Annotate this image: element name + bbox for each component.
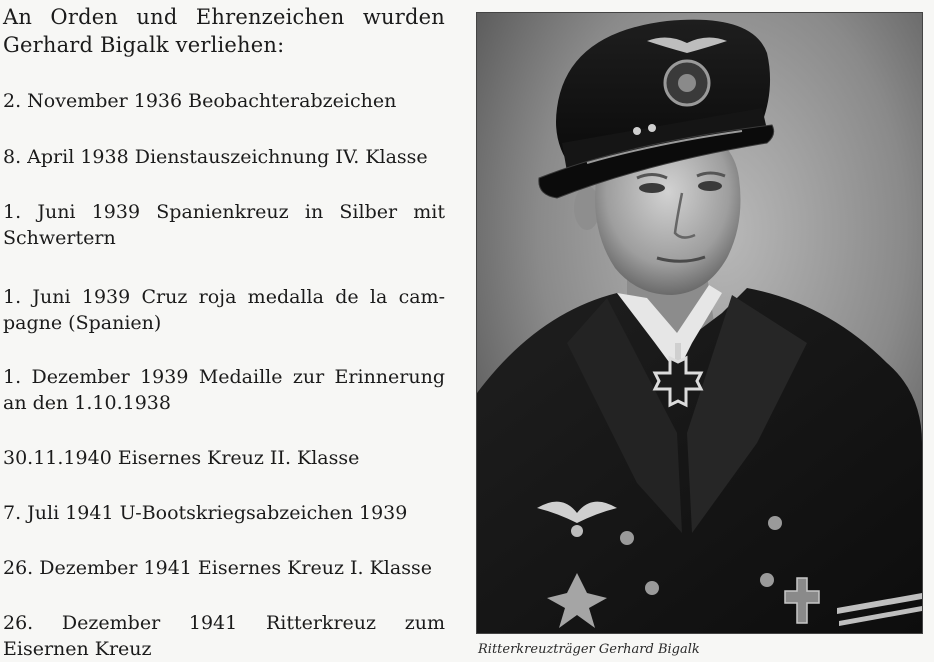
- intro-text: An Orden und Ehrenzeichen wurden Gerhard Bigalk verliehen:: [3, 5, 445, 57]
- portrait-illustration: [477, 13, 922, 633]
- award-entry: 7. Juli 1941 U-Bootskriegsabzeichen 1939: [3, 502, 408, 524]
- award-entry: 1. Dezember 1939 Medaille zur Erinnerung an den 1.10.1938: [3, 366, 445, 414]
- award-entry: 8. April 1938 Dienstauszeichnung IV. Klasse: [3, 146, 428, 168]
- award-entry: 26. Dezember 1941 Ritterkreuz zum Eisernen Kreuz: [3, 612, 445, 660]
- photo-caption: Ritterkreuzträger Gerhard Bigalk: [478, 642, 700, 657]
- award-entry: 30.11.1940 Eisernes Kreuz II. Klasse: [3, 447, 360, 469]
- award-entry: 2. November 1936 Beobachterabzeichen: [3, 90, 397, 112]
- award-entry: 26. Dezember 1941 Eisernes Kreuz I. Klasse: [3, 557, 432, 579]
- portrait-photo: [476, 12, 923, 634]
- award-entry: 1. Juni 1939 Cruz roja medalla de la cam-pagne (Spanien): [3, 286, 445, 334]
- award-entry: 1. Juni 1939 Spanienkreuz in Silber mit Schwertern: [3, 201, 445, 249]
